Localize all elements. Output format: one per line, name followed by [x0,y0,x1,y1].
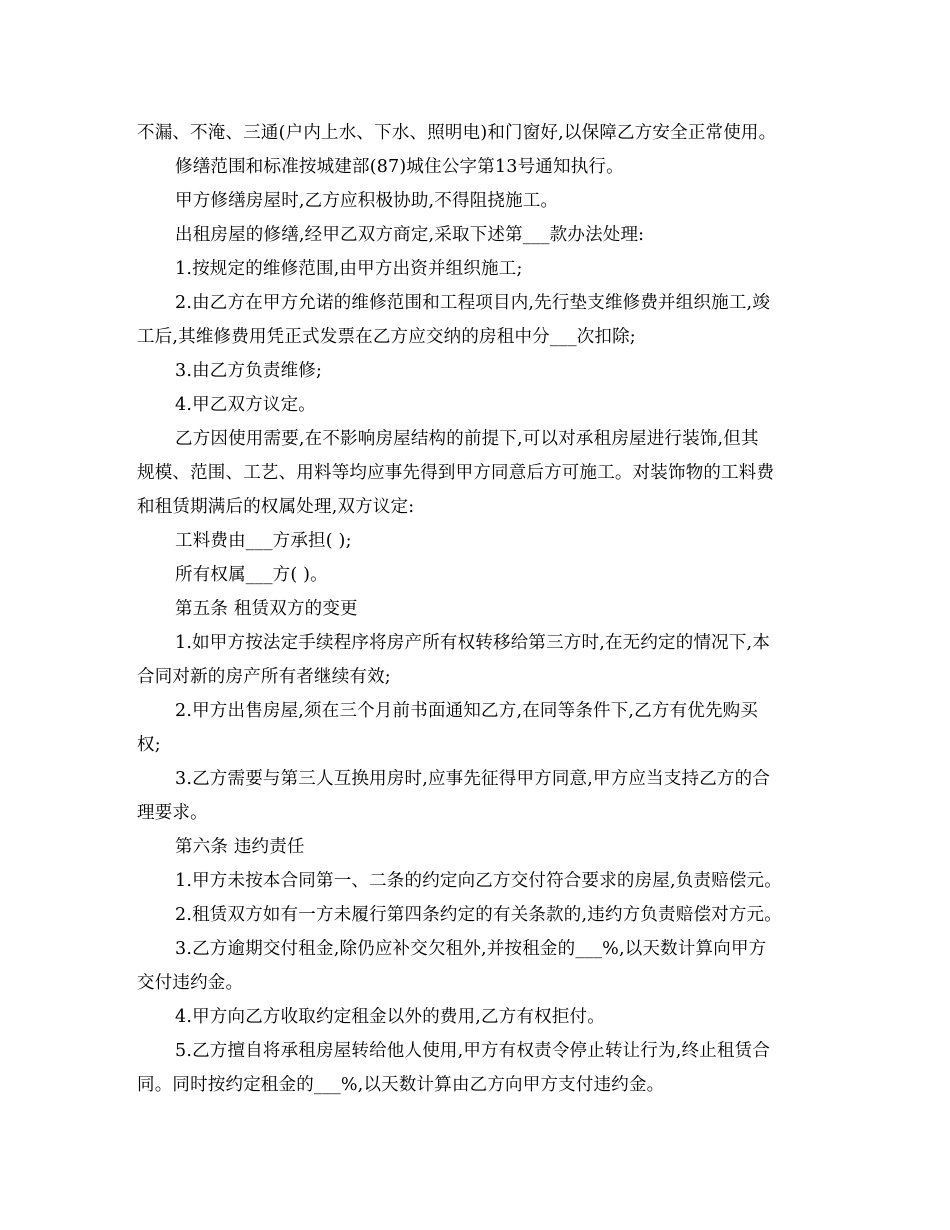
text-line: 4.甲方向乙方收取约定租金以外的费用,乙方有权拒付。 [175,1007,605,1027]
text-line: 1.甲方未按本合同第一、二条的约定向乙方交付符合要求的房屋,负责赔偿元。 [175,871,782,891]
text-line: 3.乙方需要与第三人互换用房时,应事先征得甲方同意,甲方应当支持乙方的合 [175,769,771,789]
text-line: 交付违约金。 [137,973,244,993]
text-line: 权; [137,735,161,755]
text-line: 2.由乙方在甲方允诺的维修范围和工程项目内,先行垫支维修费并组织施工,竣 [175,293,771,313]
text-line: 1.如甲方按法定手续程序将房产所有权转移给第三方时,在无约定的情况下,本 [175,633,771,653]
text-line: 合同对新的房产所有者继续有效; [137,667,391,687]
text-line: 不漏、不淹、三通(户内上水、下水、照明电)和门窗好,以保障乙方安全正常使用。 [137,123,777,143]
text-line: 同。同时按约定租金的___%,以天数计算由乙方向甲方支付违约金。 [137,1075,665,1095]
text-line: 所有权属___方( )。 [175,565,328,585]
text-line: 2.租赁双方如有一方未履行第四条约定的有关条款的,违约方负责赔偿对方元。 [175,905,782,925]
text-line: 工后,其维修费用凭正式发票在乙方应交纳的房租中分___次扣除; [137,327,636,347]
text-line: 工料费由___方承担( ); [175,531,352,551]
text-line: 和租赁期满后的权属处理,双方议定: [137,497,415,517]
text-line: 规模、范围、工艺、用料等均应事先得到甲方同意后方可施工。对装饰物的工料费 [137,463,775,483]
text-line: 2.甲方出售房屋,须在三个月前书面通知乙方,在同等条件下,乙方有优先购买 [175,701,759,721]
text-line: 第五条 租赁双方的变更 [175,599,358,619]
text-line: 甲方修缮房屋时,乙方应积极协助,不得阻挠施工。 [175,191,559,211]
text-line: 修缮范围和标准按城建部(87)城住公字第13号通知执行。 [175,157,624,177]
text-line: 第六条 违约责任 [175,837,305,857]
text-line: 理要求。 [137,803,208,823]
text-line: 1.按规定的维修范围,由甲方出资并组织施工; [175,259,523,279]
text-line: 4.甲乙双方议定。 [175,395,316,415]
text-line: 出租房屋的修缮,经甲乙双方商定,采取下述第___款办法处理: [175,225,645,245]
text-line: 乙方因使用需要,在不影响房屋结构的前提下,可以对承租房屋进行装饰,但其 [175,429,759,449]
text-line: 3.乙方逾期交付租金,除仍应补交欠租外,并按租金的___%,以天数计算向甲方 [175,939,767,959]
contract-text-body [137,116,813,1102]
text-line: 5.乙方擅自将承租房屋转给他人使用,甲方有权责令停止转让行为,终止租赁合 [175,1041,771,1061]
text-line: 3.由乙方负责维修; [175,361,323,381]
